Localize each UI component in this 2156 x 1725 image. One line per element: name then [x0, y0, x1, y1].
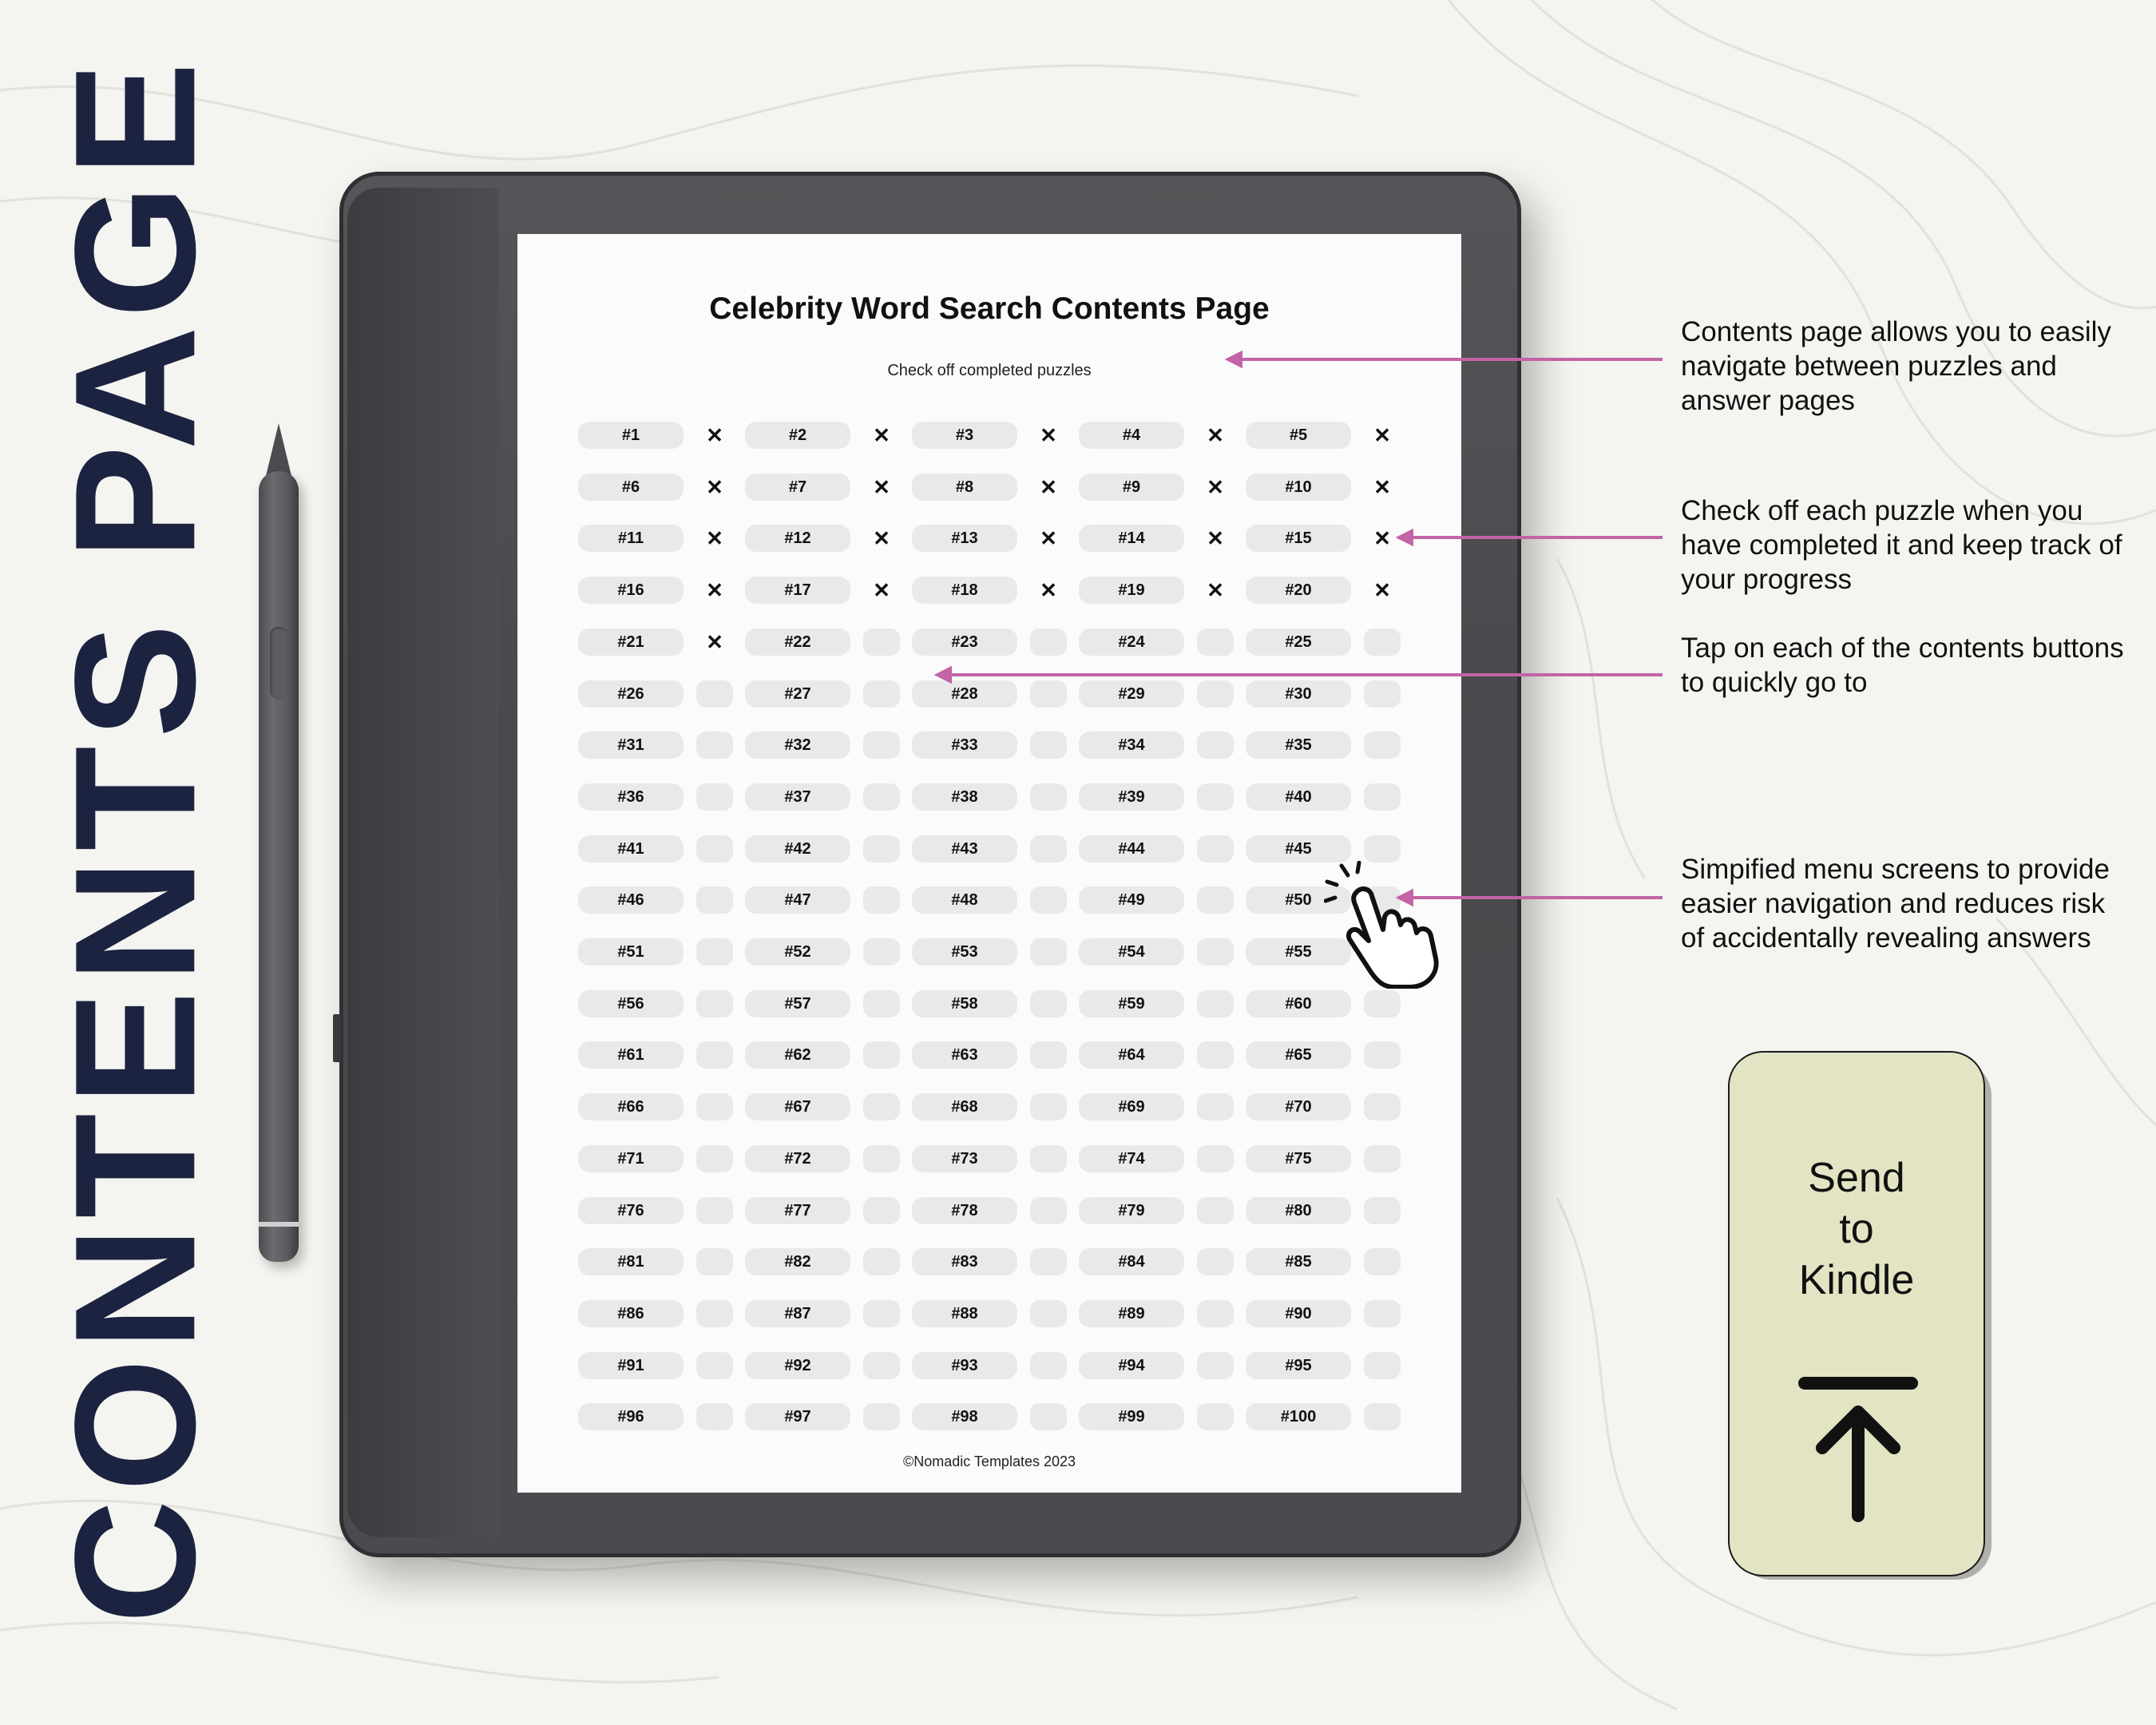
puzzle-button[interactable]: #76 [578, 1197, 684, 1224]
completion-checkbox[interactable] [863, 783, 900, 811]
puzzle-button[interactable]: #25 [1246, 629, 1351, 656]
puzzle-button[interactable]: #49 [1079, 886, 1184, 914]
puzzle-button[interactable]: #92 [745, 1352, 850, 1379]
completion-checkbox[interactable] [863, 1403, 900, 1430]
completion-checkbox[interactable] [1030, 783, 1067, 811]
completion-checkbox[interactable]: ✕ [706, 474, 723, 499]
puzzle-button[interactable]: #69 [1079, 1093, 1184, 1120]
puzzle-button[interactable]: #29 [1079, 680, 1184, 708]
completion-checkbox[interactable] [1197, 1145, 1234, 1172]
completion-checkbox[interactable] [863, 680, 900, 708]
puzzle-button[interactable]: #95 [1246, 1352, 1351, 1379]
puzzle-grid [517, 234, 1461, 1493]
annotation-check-off: Check off each puzzle when you have completed it and keep track of your progress [1681, 495, 2122, 595]
completion-checkbox[interactable] [1197, 938, 1234, 966]
puzzle-button[interactable]: #17 [745, 577, 850, 604]
send-to-kindle-button[interactable] [1728, 1051, 1985, 1576]
puzzle-button[interactable]: #63 [912, 1041, 1017, 1069]
puzzle-button[interactable]: #72 [745, 1145, 850, 1172]
completion-checkbox[interactable]: ✕ [706, 577, 723, 602]
puzzle-button[interactable]: #83 [912, 1248, 1017, 1275]
puzzle-button[interactable]: #14 [1079, 525, 1184, 552]
completion-checkbox[interactable]: ✕ [873, 577, 890, 602]
puzzle-button[interactable]: #44 [1079, 835, 1184, 862]
puzzle-button[interactable]: #32 [745, 732, 850, 759]
puzzle-button[interactable]: #24 [1079, 629, 1184, 656]
completion-checkbox[interactable] [696, 1093, 733, 1120]
puzzle-button[interactable]: #4 [1079, 422, 1184, 449]
puzzle-button[interactable]: #79 [1079, 1197, 1184, 1224]
puzzle-button[interactable]: #65 [1246, 1041, 1351, 1069]
puzzle-button[interactable]: #7 [745, 474, 850, 501]
completion-checkbox[interactable] [1364, 1352, 1401, 1379]
puzzle-button[interactable]: #39 [1079, 783, 1184, 811]
completion-checkbox[interactable] [1030, 1041, 1067, 1069]
completion-checkbox[interactable] [863, 629, 900, 656]
puzzle-button[interactable]: #22 [745, 629, 850, 656]
completion-checkbox[interactable] [1197, 629, 1234, 656]
annotation-simplified-menu: Simpified menu screens to provide easier navigation and reduces risk of accidentally revealing answers [1681, 854, 2110, 954]
device-side-button [333, 1014, 341, 1062]
completion-checkbox[interactable] [863, 1197, 900, 1224]
completion-checkbox[interactable]: ✕ [873, 474, 890, 499]
completion-checkbox[interactable] [1197, 886, 1234, 914]
puzzle-button[interactable]: #10 [1246, 474, 1351, 501]
puzzle-button[interactable]: #11 [578, 525, 684, 552]
completion-checkbox[interactable] [1197, 1403, 1234, 1430]
puzzle-button[interactable]: #6 [578, 474, 684, 501]
puzzle-button[interactable]: #73 [912, 1145, 1017, 1172]
puzzle-button[interactable]: #31 [578, 732, 684, 759]
puzzle-button[interactable]: #77 [745, 1197, 850, 1224]
completion-checkbox[interactable] [863, 938, 900, 966]
completion-checkbox[interactable]: ✕ [706, 422, 723, 447]
puzzle-button[interactable]: #90 [1246, 1300, 1351, 1327]
puzzle-button[interactable]: #82 [745, 1248, 850, 1275]
puzzle-button[interactable]: #51 [578, 938, 684, 966]
completion-checkbox[interactable] [1364, 629, 1401, 656]
puzzle-button[interactable]: #66 [578, 1093, 684, 1120]
completion-checkbox[interactable] [863, 1145, 900, 1172]
completion-checkbox[interactable]: ✕ [1207, 525, 1224, 550]
completion-checkbox[interactable] [863, 835, 900, 862]
completion-checkbox[interactable] [1030, 1352, 1067, 1379]
completion-checkbox[interactable]: ✕ [1373, 577, 1391, 602]
puzzle-button[interactable]: #53 [912, 938, 1017, 966]
puzzle-button[interactable]: #61 [578, 1041, 684, 1069]
completion-checkbox[interactable] [1197, 835, 1234, 862]
puzzle-button[interactable]: #48 [912, 886, 1017, 914]
completion-checkbox[interactable] [863, 732, 900, 759]
completion-checkbox[interactable] [1364, 990, 1401, 1017]
completion-checkbox[interactable] [1030, 629, 1067, 656]
completion-checkbox[interactable]: ✕ [1040, 525, 1057, 550]
completion-checkbox[interactable]: ✕ [873, 422, 890, 447]
puzzle-button[interactable]: #74 [1079, 1145, 1184, 1172]
completion-checkbox[interactable] [696, 938, 733, 966]
completion-checkbox[interactable] [696, 1352, 733, 1379]
completion-checkbox[interactable] [1197, 680, 1234, 708]
puzzle-button[interactable]: #100 [1246, 1403, 1351, 1430]
puzzle-button[interactable]: #40 [1246, 783, 1351, 811]
puzzle-button[interactable]: #43 [912, 835, 1017, 862]
puzzle-button[interactable]: #3 [912, 422, 1017, 449]
completion-checkbox[interactable] [1364, 680, 1401, 708]
puzzle-button[interactable]: #15 [1246, 525, 1351, 552]
puzzle-button[interactable]: #30 [1246, 680, 1351, 708]
completion-checkbox[interactable] [1364, 1197, 1401, 1224]
page-title: Celebrity Word Search Contents Page [709, 291, 1270, 326]
send-to-kindle-label: Send to Kindle [1798, 1155, 1915, 1303]
completion-checkbox[interactable] [1030, 938, 1067, 966]
completion-checkbox[interactable] [696, 1300, 733, 1327]
puzzle-button[interactable]: #75 [1246, 1145, 1351, 1172]
puzzle-button[interactable]: #50 [1246, 886, 1351, 914]
completion-checkbox[interactable] [1364, 1403, 1401, 1430]
completion-checkbox[interactable] [863, 886, 900, 914]
completion-checkbox[interactable]: ✕ [1040, 577, 1057, 602]
puzzle-button[interactable]: #28 [912, 680, 1017, 708]
page-subtitle: Check off completed puzzles [887, 362, 1092, 379]
puzzle-button[interactable]: #98 [912, 1403, 1017, 1430]
puzzle-button[interactable]: #99 [1079, 1403, 1184, 1430]
puzzle-button[interactable]: #27 [745, 680, 850, 708]
puzzle-button[interactable]: #94 [1079, 1352, 1184, 1379]
puzzle-button[interactable]: #1 [578, 422, 684, 449]
puzzle-button[interactable]: #19 [1079, 577, 1184, 604]
completion-checkbox[interactable]: ✕ [706, 525, 723, 550]
puzzle-button[interactable]: #70 [1246, 1093, 1351, 1120]
puzzle-button[interactable]: #71 [578, 1145, 684, 1172]
puzzle-button[interactable]: #60 [1246, 990, 1351, 1017]
completion-checkbox[interactable] [1197, 783, 1234, 811]
copyright-footer: ©Nomadic Templates 2023 [902, 1453, 1076, 1469]
hand-pointer-icon [1324, 861, 1452, 989]
completion-checkbox[interactable] [696, 680, 733, 708]
puzzle-button[interactable]: #35 [1246, 732, 1351, 759]
completion-checkbox[interactable] [1197, 1197, 1234, 1224]
puzzle-button[interactable]: #37 [745, 783, 850, 811]
completion-checkbox[interactable] [1197, 1248, 1234, 1275]
completion-checkbox[interactable] [863, 1041, 900, 1069]
completion-checkbox[interactable] [863, 990, 900, 1017]
completion-checkbox[interactable] [1364, 783, 1401, 811]
puzzle-button[interactable]: #58 [912, 990, 1017, 1017]
completion-checkbox[interactable] [863, 1093, 900, 1120]
puzzle-button[interactable]: #89 [1079, 1300, 1184, 1327]
puzzle-button[interactable]: #93 [912, 1352, 1017, 1379]
completion-checkbox[interactable] [1030, 1145, 1067, 1172]
completion-checkbox[interactable] [1030, 835, 1067, 862]
completion-checkbox[interactable] [1030, 1093, 1067, 1120]
puzzle-button[interactable]: #88 [912, 1300, 1017, 1327]
puzzle-button[interactable]: #62 [745, 1041, 850, 1069]
puzzle-button[interactable]: #8 [912, 474, 1017, 501]
puzzle-button[interactable]: #55 [1246, 938, 1351, 966]
completion-checkbox[interactable]: ✕ [1040, 474, 1057, 499]
puzzle-button[interactable]: #36 [578, 783, 684, 811]
completion-checkbox[interactable] [1197, 1093, 1234, 1120]
completion-checkbox[interactable] [696, 1145, 733, 1172]
puzzle-button[interactable]: #42 [745, 835, 850, 862]
puzzle-button[interactable]: #33 [912, 732, 1017, 759]
completion-checkbox[interactable] [1030, 1300, 1067, 1327]
puzzle-button[interactable]: #81 [578, 1248, 684, 1275]
puzzle-button[interactable]: #34 [1079, 732, 1184, 759]
completion-checkbox[interactable]: ✕ [873, 525, 890, 550]
completion-checkbox[interactable] [696, 783, 733, 811]
completion-checkbox[interactable] [1030, 990, 1067, 1017]
completion-checkbox[interactable] [696, 1041, 733, 1069]
contents-page-heading: CONTENTS PAGE [38, 54, 232, 1624]
puzzle-button[interactable]: #16 [578, 577, 684, 604]
puzzle-button[interactable]: #47 [745, 886, 850, 914]
puzzle-button[interactable]: #18 [912, 577, 1017, 604]
device-screen [517, 234, 1461, 1493]
completion-checkbox[interactable] [696, 1248, 733, 1275]
completion-checkbox[interactable] [696, 835, 733, 862]
puzzle-button[interactable]: #67 [745, 1093, 850, 1120]
puzzle-button[interactable]: #96 [578, 1403, 684, 1430]
completion-checkbox[interactable] [1364, 1093, 1401, 1120]
completion-checkbox[interactable] [1197, 1041, 1234, 1069]
puzzle-button[interactable]: #80 [1246, 1197, 1351, 1224]
completion-checkbox[interactable] [696, 886, 733, 914]
puzzle-button[interactable]: #64 [1079, 1041, 1184, 1069]
puzzle-button[interactable]: #26 [578, 680, 684, 708]
completion-checkbox[interactable] [1197, 990, 1234, 1017]
puzzle-button[interactable]: #54 [1079, 938, 1184, 966]
puzzle-button[interactable]: #86 [578, 1300, 684, 1327]
completion-checkbox[interactable]: ✕ [1207, 577, 1224, 602]
stylus-pen [254, 423, 303, 1262]
completion-checkbox[interactable]: ✕ [1040, 422, 1057, 447]
puzzle-button[interactable]: #41 [578, 835, 684, 862]
puzzle-button[interactable]: #85 [1246, 1248, 1351, 1275]
completion-checkbox[interactable] [696, 732, 733, 759]
puzzle-button[interactable]: #21 [578, 629, 684, 656]
completion-checkbox[interactable] [1030, 1197, 1067, 1224]
puzzle-button[interactable]: #52 [745, 938, 850, 966]
puzzle-button[interactable]: #5 [1246, 422, 1351, 449]
completion-checkbox[interactable]: ✕ [1207, 474, 1224, 499]
completion-checkbox[interactable] [1364, 1145, 1401, 1172]
puzzle-button[interactable]: #78 [912, 1197, 1017, 1224]
upload-arrow-icon [1798, 1372, 1918, 1524]
completion-checkbox[interactable] [863, 1352, 900, 1379]
completion-checkbox[interactable] [1030, 1248, 1067, 1275]
puzzle-button[interactable]: #12 [745, 525, 850, 552]
completion-checkbox[interactable] [1364, 835, 1401, 862]
puzzle-button[interactable]: #97 [745, 1403, 850, 1430]
puzzle-button[interactable]: #23 [912, 629, 1017, 656]
completion-checkbox[interactable] [863, 1248, 900, 1275]
puzzle-button[interactable]: #59 [1079, 990, 1184, 1017]
completion-checkbox[interactable] [1364, 1248, 1401, 1275]
completion-checkbox[interactable] [696, 1403, 733, 1430]
completion-checkbox[interactable]: ✕ [1373, 422, 1391, 447]
completion-checkbox[interactable]: ✕ [1207, 422, 1224, 447]
puzzle-button[interactable]: #9 [1079, 474, 1184, 501]
completion-checkbox[interactable] [696, 990, 733, 1017]
puzzle-button[interactable]: #13 [912, 525, 1017, 552]
puzzle-button[interactable]: #91 [578, 1352, 684, 1379]
completion-checkbox[interactable] [1364, 1041, 1401, 1069]
puzzle-button[interactable]: #20 [1246, 577, 1351, 604]
puzzle-button[interactable]: #57 [745, 990, 850, 1017]
completion-checkbox[interactable] [1030, 680, 1067, 708]
puzzle-button[interactable]: #56 [578, 990, 684, 1017]
completion-checkbox[interactable] [1197, 732, 1234, 759]
annotation-contents: Contents page allows you to easily navigate between puzzles and answer pages [1681, 316, 2111, 416]
completion-checkbox[interactable] [696, 1197, 733, 1224]
puzzle-button[interactable]: #45 [1246, 835, 1351, 862]
completion-checkbox[interactable] [1197, 1300, 1234, 1327]
completion-checkbox[interactable] [1197, 1352, 1234, 1379]
completion-checkbox[interactable]: ✕ [706, 629, 723, 654]
puzzle-button[interactable]: #2 [745, 422, 850, 449]
completion-checkbox[interactable] [1030, 732, 1067, 759]
completion-checkbox[interactable] [863, 1300, 900, 1327]
annotation-tap-buttons: Tap on each of the contents buttons to quickly go to [1681, 632, 2124, 698]
puzzle-button[interactable]: #46 [578, 886, 684, 914]
completion-checkbox[interactable]: ✕ [1373, 525, 1391, 550]
completion-checkbox[interactable] [1030, 1403, 1067, 1430]
completion-checkbox[interactable] [1364, 732, 1401, 759]
puzzle-button[interactable]: #38 [912, 783, 1017, 811]
completion-checkbox[interactable]: ✕ [1373, 474, 1391, 499]
puzzle-button[interactable]: #87 [745, 1300, 850, 1327]
puzzle-button[interactable]: #84 [1079, 1248, 1184, 1275]
completion-checkbox[interactable] [1030, 886, 1067, 914]
puzzle-button[interactable]: #68 [912, 1093, 1017, 1120]
completion-checkbox[interactable] [1364, 1300, 1401, 1327]
